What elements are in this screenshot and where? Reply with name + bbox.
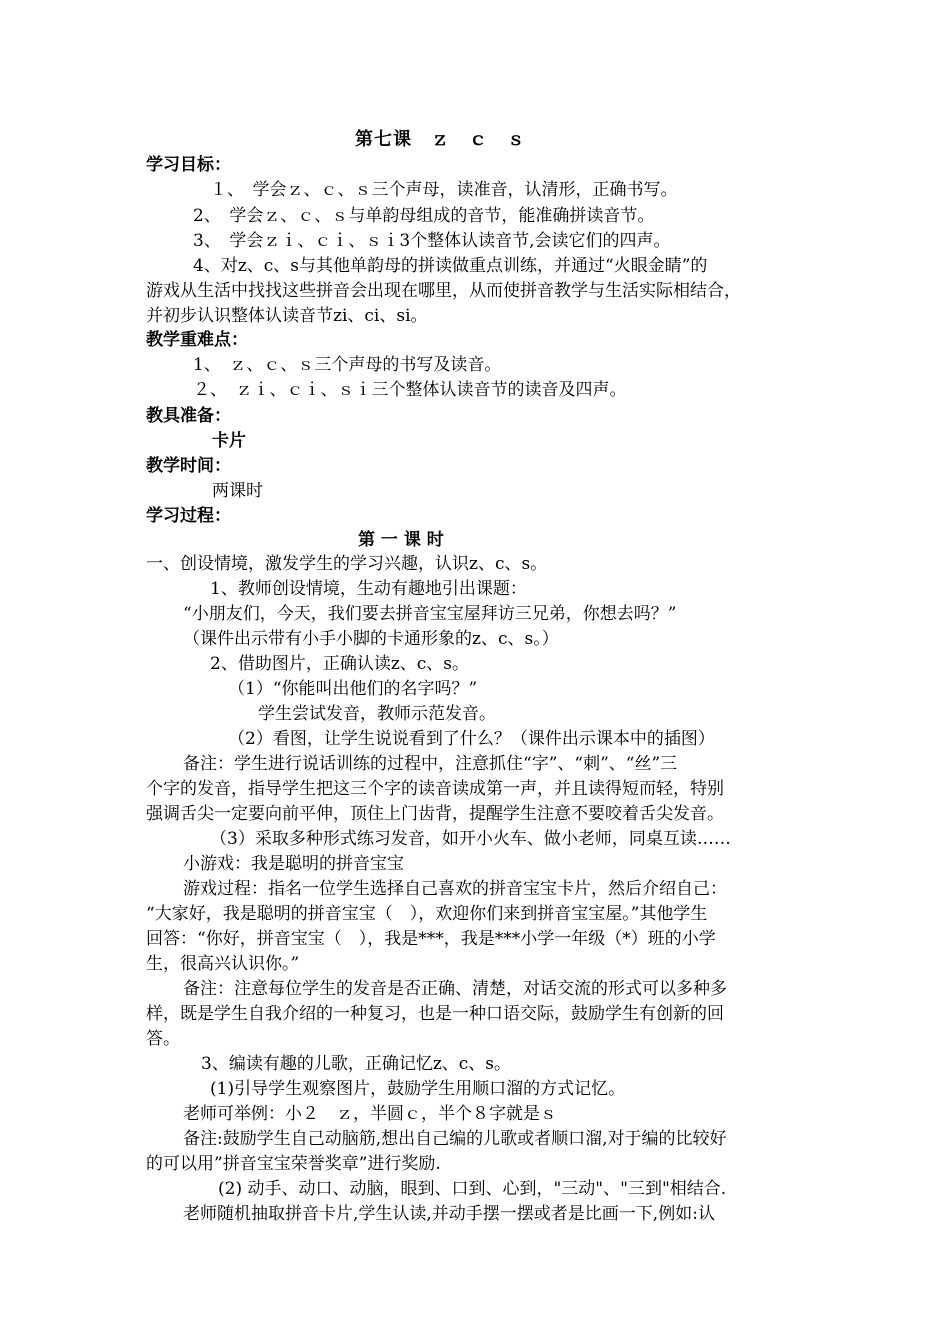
teacher-example: 老师可举例：小２ ｚ，半圆ｃ，半个８字就是ｓ (183, 1104, 557, 1124)
step-2-1: （1）“你能叫出他们的名字吗？” (228, 679, 478, 699)
first-lesson-title: 第 一 课 时 (358, 530, 444, 550)
goal-3: 3、 学会ｚｉ、ｃｉ、ｓｉ3个整体认读音节,会读它们的四声。 (193, 231, 671, 251)
goal-4-line-2: 游戏从生活中找找这些拼音会出现在哪里，从而使拼音教学与生活实际相结合， (146, 281, 741, 301)
section-1-title: 一、创设情境，激发学生的学习兴趣，认识z、c、s。 (146, 554, 548, 574)
note-2-line-3: 答。 (146, 1029, 180, 1049)
note-3-line-1: 备注:鼓励学生自己动脑筋,想出自己编的儿歌或者顺口溜,对于编的比较好 (183, 1129, 727, 1149)
game-line-3: 回答：“你好，拼音宝宝（ ），我是***，我是***小学一年级（*）班的小学 (146, 929, 716, 949)
goal-2: 2、 学会ｚ、ｃ、ｓ与单韵母组成的音节，能准确拼读音节。 (193, 206, 655, 226)
step-2-1-detail: 学生尝试发音，教师示范发音。 (258, 704, 496, 724)
key-points-heading: 教学重难点： (146, 330, 248, 350)
note-3-line-2: 的可以用”拼音宝宝荣誉奖章”进行奖励. (146, 1154, 441, 1174)
time-text: 两课时 (212, 481, 263, 501)
note-2-line-1: 备注：注意每位学生的发音是否正确、清楚，对话交流的形式可以多种多 (183, 979, 727, 999)
step-2-3: （3）采取多种形式练习发音，如开小火车、做小老师，同桌互读…… (210, 829, 731, 849)
note-1-line-1: 备注：学生进行说话训练的过程中，注意抓住“字”、“刺”、“丝”三 (183, 754, 678, 774)
step-3: 3、编读有趣的儿歌，正确记忆z、c、s。 (201, 1054, 512, 1074)
step-3-2: (2) 动手、动口、动脑，眼到、口到、心到，"三动"、"三到"相结合. (218, 1179, 727, 1199)
step-2-2: （2）看图，让学生说说看到了什么？（课件出示课本中的插图） (228, 729, 715, 749)
time-heading: 教学时间： (146, 456, 231, 476)
note-1-line-2: 个字的发音，指导学生把这三个字的读音读成第一声，并且读得短而轻，特别 (146, 779, 724, 799)
goals-heading: 学习目标： (146, 155, 231, 175)
goal-4-line-1: 4、对z、c、s与其他单韵母的拼读做重点训练，并通过“火眼金睛”的 (193, 256, 708, 276)
game-line-2: “大家好，我是聪明的拼音宝宝（ ），欢迎你们来到拼音宝宝屋。”其他学生 (146, 904, 708, 924)
key-point-1: 1、 ｚ、ｃ、ｓ三个声母的书写及读音。 (193, 355, 502, 375)
tools-heading: 教具准备： (146, 406, 231, 426)
step-3-1: (1)引导学生观察图片，鼓励学生用顺口溜的方式记忆。 (210, 1079, 626, 1099)
tools-text: 卡片 (212, 431, 246, 451)
note-1-line-3: 强调舌尖一定要向前平伸，顶住上门齿背，提醒学生注意不要咬着舌尖发音。 (146, 804, 724, 824)
step-1-quote: “小朋友们，今天，我们要去拼音宝宝屋拜访三兄弟，你想去吗？” (183, 604, 677, 624)
last-line: 老师随机抽取拼音卡片,学生认读,并动手摆一摆或者是比画一下,例如:认 (183, 1204, 715, 1224)
goal-1: １、 学会ｚ、ｃ、ｓ三个声母，读准音，认清形，正确书写。 (210, 180, 678, 200)
step-1: 1、教师创设情境，生动有趣地引出课题： (210, 579, 527, 599)
lesson-title: 第七课 ｚ ｃ ｓ (355, 129, 526, 150)
goal-4-line-3: 并初步认识整体认读音节zi、ci、si。 (146, 306, 428, 326)
step-2: 2、借助图片，正确认读z、c、s。 (210, 654, 470, 674)
game-line-4: 生，很高兴认识你。” (146, 954, 300, 974)
note-2-line-2: 样，既是学生自我介绍的一种复习，也是一种口语交际，鼓励学生有创新的回 (146, 1004, 724, 1024)
key-point-2: ２、 ｚｉ、ｃｉ、ｓｉ三个整体认读音节的读音及四声。 (193, 380, 627, 400)
process-heading: 学习过程： (146, 506, 231, 526)
step-1-note: （课件出示带有小手小脚的卡通形象的z、c、s。） (183, 629, 559, 649)
game-title: 小游戏：我是聪明的拼音宝宝 (183, 854, 404, 874)
game-line-1: 游戏过程：指名一位学生选择自己喜欢的拼音宝宝卡片，然后介绍自己： (183, 879, 727, 899)
